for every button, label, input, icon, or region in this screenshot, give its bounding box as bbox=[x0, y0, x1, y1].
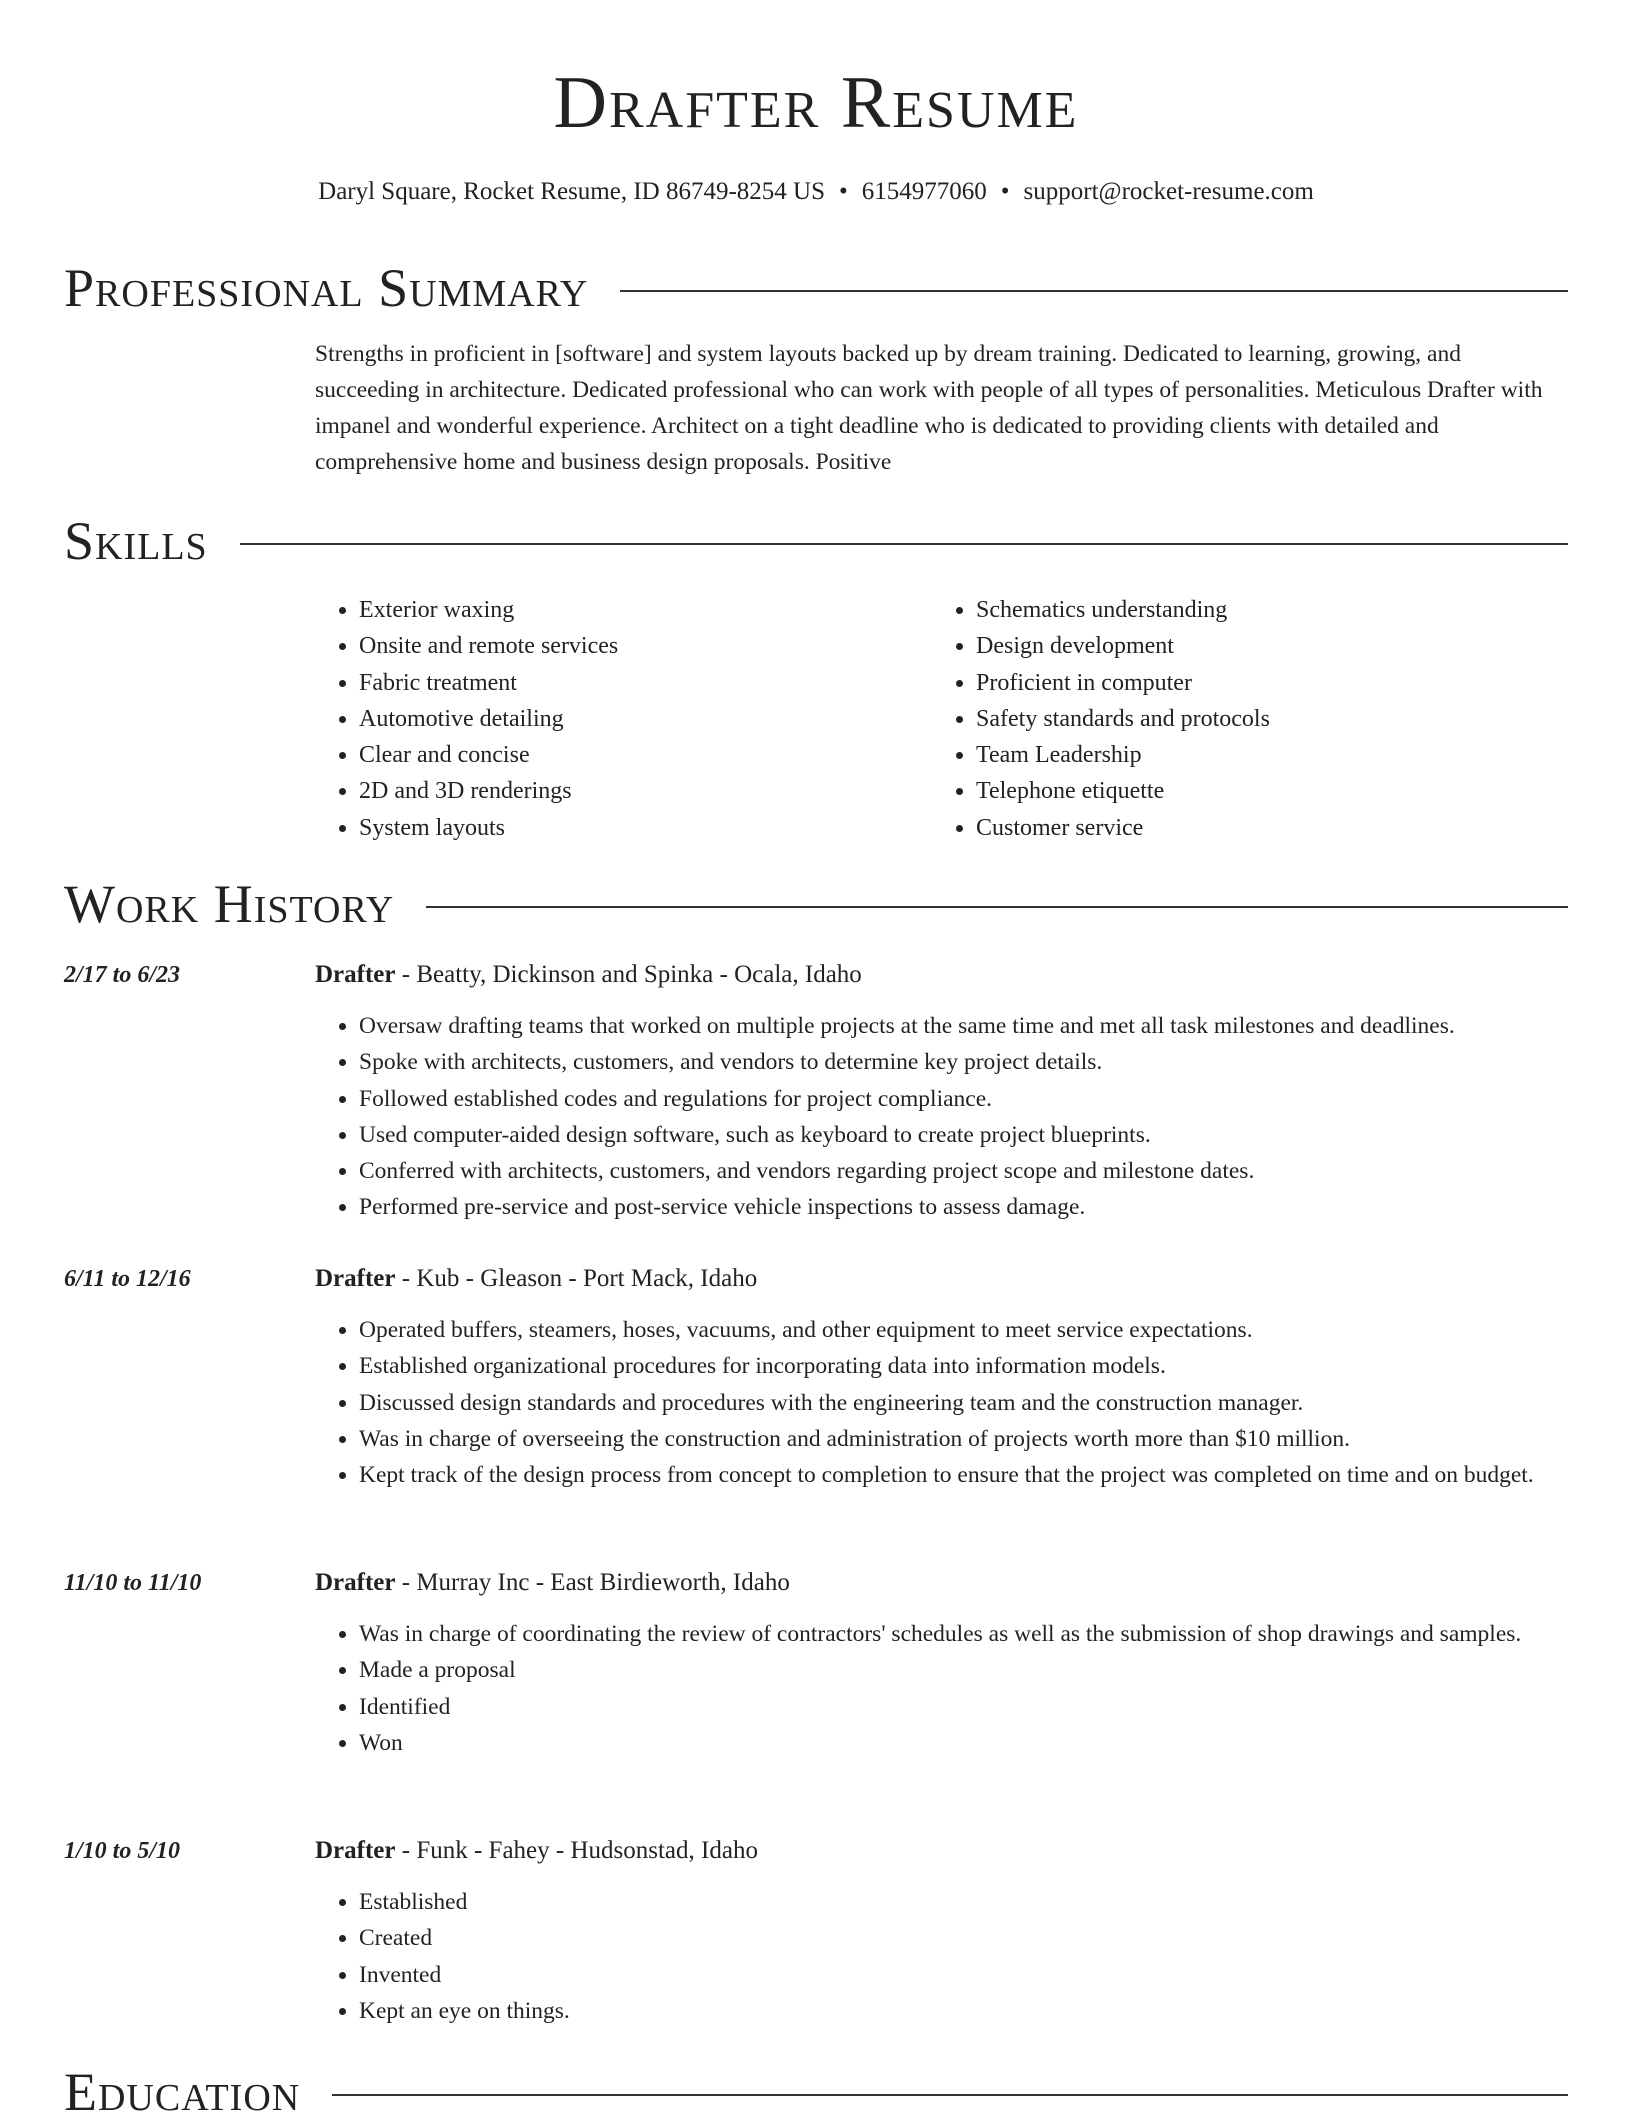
job-details: - Kub - Gleason - Port Mack, Idaho bbox=[395, 1265, 758, 1292]
job-dates: 2/17 to 6/23 bbox=[64, 962, 181, 988]
skill-item: • Clear and concise bbox=[359, 737, 932, 773]
job-dates: 11/10 to 11/10 bbox=[64, 1570, 202, 1596]
skill-item: • Schematics understanding bbox=[976, 592, 1549, 628]
job-bullets bbox=[315, 1312, 1568, 1493]
skill-item: • Design development bbox=[976, 628, 1549, 664]
summary-text: Strengths in proficient in [software] and system layouts backed up by dream training. Dedicated to learning, growing, and succeeding in architecture. Dedicated professional who can work with people of all types of personalities. Meticulous Drafter with impanel and wonderful experience. Architect on a tight deadline who is dedicated to providing clients with detailed and comprehensive home and business design proposals. Positive bbox=[315, 341, 1543, 475]
job-role bbox=[315, 958, 862, 992]
job-bullet: • Created bbox=[359, 1920, 1568, 1956]
job-role bbox=[315, 1834, 758, 1868]
contact-phone: 6154977060 bbox=[861, 178, 987, 205]
job-bullet: • Made a proposal bbox=[359, 1652, 1568, 1688]
job-title: Drafter bbox=[315, 961, 396, 988]
job-dates: 6/11 to 12/16 bbox=[64, 1266, 191, 1292]
skill-item: • 2D and 3D renderings bbox=[359, 773, 932, 809]
job-bullet: • Discussed design standards and procedures with the engineering team and the construction manager. bbox=[359, 1385, 1568, 1421]
section-skills bbox=[64, 509, 1568, 573]
skills-list bbox=[315, 592, 1565, 846]
section-divider bbox=[332, 2094, 1568, 2096]
job-bullet: • Established bbox=[359, 1884, 1568, 1920]
job-title: Drafter bbox=[315, 1265, 396, 1292]
job-bullets bbox=[315, 1616, 1568, 1761]
job-bullet: • Kept an eye on things. bbox=[359, 1993, 1568, 2029]
skill-item: • Safety standards and protocols bbox=[976, 701, 1549, 737]
section-divider bbox=[240, 543, 1568, 545]
section-divider bbox=[426, 906, 1568, 908]
skills-column-left bbox=[315, 592, 932, 846]
section-heading: Education bbox=[64, 2062, 301, 2122]
contact-email: support@rocket-resume.com bbox=[1023, 178, 1314, 205]
job-bullet: • Oversaw drafting teams that worked on multiple projects at the same time and met all task milestones and deadlines. bbox=[359, 1008, 1568, 1044]
contact-separator: • bbox=[839, 178, 848, 205]
skill-item: • Customer service bbox=[976, 810, 1549, 846]
skill-item: • Telephone etiquette bbox=[976, 773, 1549, 809]
job-title: Drafter bbox=[315, 1569, 396, 1596]
job-title: Drafter bbox=[315, 1837, 396, 1864]
section-divider bbox=[620, 290, 1568, 292]
job-bullet: • Spoke with architects, customers, and vendors to determine key project details. bbox=[359, 1044, 1568, 1080]
job-bullet: • Invented bbox=[359, 1957, 1568, 1993]
section-heading: Work History bbox=[64, 874, 395, 934]
section-professional-summary bbox=[64, 256, 1568, 320]
skill-item: • Exterior waxing bbox=[359, 592, 932, 628]
skill-item: • Team Leadership bbox=[976, 737, 1549, 773]
job-bullets bbox=[315, 1008, 1568, 1226]
job-bullets bbox=[315, 1884, 1568, 2029]
job-role bbox=[315, 1566, 790, 1600]
skill-item: • System layouts bbox=[359, 810, 932, 846]
skill-item: • Fabric treatment bbox=[359, 665, 932, 701]
job-bullet: • Performed pre-service and post-service vehicle inspections to assess damage. bbox=[359, 1189, 1568, 1225]
job-bullet: • Followed established codes and regulations for project compliance. bbox=[359, 1081, 1568, 1117]
skill-item: • Automotive detailing bbox=[359, 701, 932, 737]
job-details: - Murray Inc - East Birdieworth, Idaho bbox=[395, 1569, 790, 1596]
job-bullet: • Identified bbox=[359, 1689, 1568, 1725]
section-work-history bbox=[64, 872, 1568, 936]
job-details: - Funk - Fahey - Hudsonstad, Idaho bbox=[395, 1837, 758, 1864]
section-heading: Skills bbox=[64, 511, 208, 571]
job-bullet: • Kept track of the design process from concept to completion to ensure that the project was completed on time and on budget. bbox=[359, 1457, 1568, 1493]
section-education bbox=[64, 2060, 1568, 2124]
resume-title: Drafter Resume bbox=[553, 62, 1079, 144]
job-role bbox=[315, 1262, 757, 1296]
contact-address: Daryl Square, Rocket Resume, ID 86749-8254 US bbox=[318, 178, 826, 205]
job-bullet: • Used computer-aided design software, such as keyboard to create project blueprints. bbox=[359, 1117, 1568, 1153]
skill-item: • Proficient in computer bbox=[976, 665, 1549, 701]
job-bullet: • Was in charge of coordinating the review of contractors' schedules as well as the submission of shop drawings and samples. bbox=[359, 1616, 1568, 1652]
job-details: - Beatty, Dickinson and Spinka - Ocala, Idaho bbox=[395, 961, 862, 988]
section-heading: Professional Summary bbox=[64, 258, 589, 318]
skill-item: • Onsite and remote services bbox=[359, 628, 932, 664]
job-bullet: • Was in charge of overseeing the construction and administration of projects worth more than $10 million. bbox=[359, 1421, 1568, 1457]
job-bullet: • Conferred with architects, customers, and vendors regarding project scope and milestone dates. bbox=[359, 1153, 1568, 1189]
contact-line bbox=[0, 175, 1632, 209]
skills-column-right bbox=[932, 592, 1549, 846]
job-bullet: • Won bbox=[359, 1725, 1568, 1761]
contact-separator: • bbox=[1000, 178, 1010, 205]
job-dates: 1/10 to 5/10 bbox=[64, 1838, 181, 1864]
job-bullet: • Operated buffers, steamers, hoses, vacuums, and other equipment to meet service expectations. bbox=[359, 1312, 1568, 1348]
job-bullet: • Established organizational procedures for incorporating data into information models. bbox=[359, 1348, 1568, 1384]
